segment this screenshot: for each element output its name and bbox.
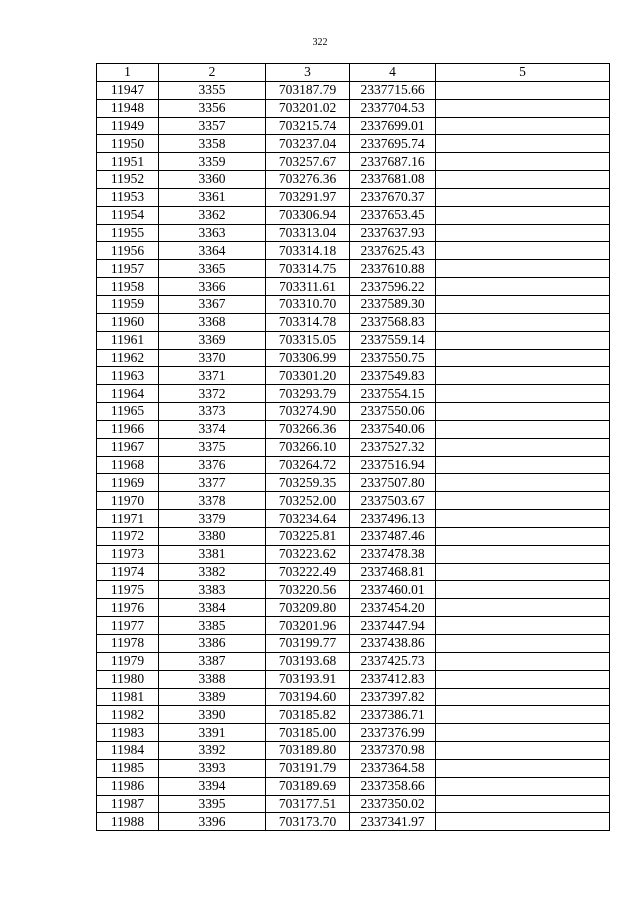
cell-x-coordinate: 703293.79 bbox=[266, 385, 350, 403]
cell-index: 11952 bbox=[97, 171, 159, 189]
table-row bbox=[97, 117, 610, 135]
cell-y-coordinate: 2337496.13 bbox=[350, 510, 436, 528]
cell-y-coordinate: 2337364.58 bbox=[350, 759, 436, 777]
cell-point-number: 3359 bbox=[159, 153, 266, 171]
cell-point-number: 3357 bbox=[159, 117, 266, 135]
cell-x-coordinate: 703237.04 bbox=[266, 135, 350, 153]
table-row bbox=[97, 670, 610, 688]
cell-note bbox=[436, 171, 610, 189]
cell-index: 11954 bbox=[97, 206, 159, 224]
cell-y-coordinate: 2337559.14 bbox=[350, 331, 436, 349]
cell-index: 11970 bbox=[97, 492, 159, 510]
table-row bbox=[97, 652, 610, 670]
cell-note bbox=[436, 260, 610, 278]
cell-note bbox=[436, 474, 610, 492]
cell-point-number: 3355 bbox=[159, 81, 266, 99]
cell-note bbox=[436, 278, 610, 296]
cell-y-coordinate: 2337454.20 bbox=[350, 599, 436, 617]
cell-point-number: 3360 bbox=[159, 171, 266, 189]
cell-note bbox=[436, 188, 610, 206]
cell-index: 11978 bbox=[97, 635, 159, 653]
cell-point-number: 3377 bbox=[159, 474, 266, 492]
cell-point-number: 3364 bbox=[159, 242, 266, 260]
cell-note bbox=[436, 742, 610, 760]
cell-index: 11965 bbox=[97, 403, 159, 421]
cell-index: 11975 bbox=[97, 581, 159, 599]
cell-x-coordinate: 703306.94 bbox=[266, 206, 350, 224]
cell-y-coordinate: 2337610.88 bbox=[350, 260, 436, 278]
cell-y-coordinate: 2337550.06 bbox=[350, 403, 436, 421]
cell-x-coordinate: 703209.80 bbox=[266, 599, 350, 617]
cell-point-number: 3368 bbox=[159, 313, 266, 331]
cell-x-coordinate: 703193.68 bbox=[266, 652, 350, 670]
cell-x-coordinate: 703220.56 bbox=[266, 581, 350, 599]
column-header-1: 1 bbox=[97, 64, 159, 82]
cell-x-coordinate: 703259.35 bbox=[266, 474, 350, 492]
cell-index: 11947 bbox=[97, 81, 159, 99]
cell-point-number: 3371 bbox=[159, 367, 266, 385]
cell-note bbox=[436, 385, 610, 403]
cell-note bbox=[436, 688, 610, 706]
table-row bbox=[97, 99, 610, 117]
cell-x-coordinate: 703189.80 bbox=[266, 742, 350, 760]
cell-point-number: 3387 bbox=[159, 652, 266, 670]
table-row bbox=[97, 795, 610, 813]
cell-point-number: 3367 bbox=[159, 295, 266, 313]
cell-y-coordinate: 2337554.15 bbox=[350, 385, 436, 403]
cell-x-coordinate: 703264.72 bbox=[266, 456, 350, 474]
cell-note bbox=[436, 331, 610, 349]
cell-point-number: 3369 bbox=[159, 331, 266, 349]
cell-point-number: 3381 bbox=[159, 545, 266, 563]
cell-index: 11951 bbox=[97, 153, 159, 171]
cell-index: 11949 bbox=[97, 117, 159, 135]
cell-point-number: 3389 bbox=[159, 688, 266, 706]
cell-point-number: 3394 bbox=[159, 777, 266, 795]
cell-note bbox=[436, 492, 610, 510]
cell-y-coordinate: 2337447.94 bbox=[350, 617, 436, 635]
table-row bbox=[97, 224, 610, 242]
cell-point-number: 3384 bbox=[159, 599, 266, 617]
table-row bbox=[97, 724, 610, 742]
cell-note bbox=[436, 510, 610, 528]
cell-y-coordinate: 2337468.81 bbox=[350, 563, 436, 581]
table-row bbox=[97, 617, 610, 635]
cell-x-coordinate: 703311.61 bbox=[266, 278, 350, 296]
cell-x-coordinate: 703310.70 bbox=[266, 295, 350, 313]
cell-note bbox=[436, 81, 610, 99]
cell-note bbox=[436, 349, 610, 367]
cell-index: 11968 bbox=[97, 456, 159, 474]
cell-y-coordinate: 2337589.30 bbox=[350, 295, 436, 313]
cell-y-coordinate: 2337350.02 bbox=[350, 795, 436, 813]
cell-index: 11985 bbox=[97, 759, 159, 777]
cell-y-coordinate: 2337540.06 bbox=[350, 420, 436, 438]
cell-index: 11981 bbox=[97, 688, 159, 706]
table-row bbox=[97, 706, 610, 724]
table-row bbox=[97, 777, 610, 795]
cell-x-coordinate: 703266.36 bbox=[266, 420, 350, 438]
cell-index: 11953 bbox=[97, 188, 159, 206]
cell-index: 11971 bbox=[97, 510, 159, 528]
table-row bbox=[97, 474, 610, 492]
column-header-4: 4 bbox=[350, 64, 436, 82]
cell-x-coordinate: 703189.69 bbox=[266, 777, 350, 795]
cell-index: 11948 bbox=[97, 99, 159, 117]
table-row bbox=[97, 278, 610, 296]
cell-note bbox=[436, 670, 610, 688]
cell-y-coordinate: 2337653.45 bbox=[350, 206, 436, 224]
cell-x-coordinate: 703173.70 bbox=[266, 813, 350, 831]
cell-index: 11987 bbox=[97, 795, 159, 813]
cell-y-coordinate: 2337460.01 bbox=[350, 581, 436, 599]
cell-note bbox=[436, 117, 610, 135]
cell-x-coordinate: 703191.79 bbox=[266, 759, 350, 777]
table-row bbox=[97, 527, 610, 545]
cell-point-number: 3366 bbox=[159, 278, 266, 296]
table-body bbox=[97, 81, 610, 830]
table-row bbox=[97, 153, 610, 171]
table-row bbox=[97, 385, 610, 403]
cell-x-coordinate: 703274.90 bbox=[266, 403, 350, 421]
cell-x-coordinate: 703257.67 bbox=[266, 153, 350, 171]
cell-y-coordinate: 2337397.82 bbox=[350, 688, 436, 706]
cell-x-coordinate: 703185.82 bbox=[266, 706, 350, 724]
cell-note bbox=[436, 545, 610, 563]
cell-note bbox=[436, 206, 610, 224]
cell-point-number: 3356 bbox=[159, 99, 266, 117]
cell-point-number: 3379 bbox=[159, 510, 266, 528]
cell-y-coordinate: 2337425.73 bbox=[350, 652, 436, 670]
cell-point-number: 3361 bbox=[159, 188, 266, 206]
cell-note bbox=[436, 456, 610, 474]
cell-y-coordinate: 2337687.16 bbox=[350, 153, 436, 171]
cell-point-number: 3362 bbox=[159, 206, 266, 224]
table-row bbox=[97, 742, 610, 760]
table-row bbox=[97, 135, 610, 153]
table-row bbox=[97, 438, 610, 456]
cell-point-number: 3395 bbox=[159, 795, 266, 813]
cell-point-number: 3380 bbox=[159, 527, 266, 545]
cell-y-coordinate: 2337412.83 bbox=[350, 670, 436, 688]
cell-note bbox=[436, 563, 610, 581]
table-row bbox=[97, 510, 610, 528]
cell-note bbox=[436, 367, 610, 385]
table-row bbox=[97, 492, 610, 510]
cell-index: 11958 bbox=[97, 278, 159, 296]
column-header-2: 2 bbox=[159, 64, 266, 82]
cell-x-coordinate: 703313.04 bbox=[266, 224, 350, 242]
cell-note bbox=[436, 724, 610, 742]
cell-index: 11950 bbox=[97, 135, 159, 153]
cell-note bbox=[436, 527, 610, 545]
cell-index: 11983 bbox=[97, 724, 159, 742]
cell-point-number: 3365 bbox=[159, 260, 266, 278]
cell-y-coordinate: 2337503.67 bbox=[350, 492, 436, 510]
cell-y-coordinate: 2337507.80 bbox=[350, 474, 436, 492]
cell-note bbox=[436, 777, 610, 795]
cell-x-coordinate: 703215.74 bbox=[266, 117, 350, 135]
cell-note bbox=[436, 581, 610, 599]
cell-y-coordinate: 2337516.94 bbox=[350, 456, 436, 474]
cell-y-coordinate: 2337549.83 bbox=[350, 367, 436, 385]
header-row bbox=[97, 64, 610, 82]
cell-point-number: 3372 bbox=[159, 385, 266, 403]
table-row bbox=[97, 403, 610, 421]
cell-x-coordinate: 703194.60 bbox=[266, 688, 350, 706]
cell-y-coordinate: 2337715.66 bbox=[350, 81, 436, 99]
column-header-5: 5 bbox=[436, 64, 610, 82]
cell-index: 11969 bbox=[97, 474, 159, 492]
table-row bbox=[97, 545, 610, 563]
cell-y-coordinate: 2337478.38 bbox=[350, 545, 436, 563]
cell-x-coordinate: 703177.51 bbox=[266, 795, 350, 813]
cell-y-coordinate: 2337699.01 bbox=[350, 117, 436, 135]
cell-index: 11960 bbox=[97, 313, 159, 331]
cell-note bbox=[436, 403, 610, 421]
cell-y-coordinate: 2337670.37 bbox=[350, 188, 436, 206]
cell-y-coordinate: 2337358.66 bbox=[350, 777, 436, 795]
page-number: 322 bbox=[312, 37, 328, 48]
cell-x-coordinate: 703301.20 bbox=[266, 367, 350, 385]
cell-y-coordinate: 2337550.75 bbox=[350, 349, 436, 367]
cell-point-number: 3373 bbox=[159, 403, 266, 421]
cell-index: 11963 bbox=[97, 367, 159, 385]
cell-point-number: 3388 bbox=[159, 670, 266, 688]
cell-point-number: 3358 bbox=[159, 135, 266, 153]
cell-point-number: 3390 bbox=[159, 706, 266, 724]
cell-x-coordinate: 703223.62 bbox=[266, 545, 350, 563]
cell-note bbox=[436, 813, 610, 831]
table-row bbox=[97, 295, 610, 313]
cell-point-number: 3374 bbox=[159, 420, 266, 438]
cell-note bbox=[436, 635, 610, 653]
cell-index: 11976 bbox=[97, 599, 159, 617]
cell-note bbox=[436, 795, 610, 813]
cell-x-coordinate: 703314.75 bbox=[266, 260, 350, 278]
cell-note bbox=[436, 420, 610, 438]
table-row bbox=[97, 599, 610, 617]
cell-x-coordinate: 703291.97 bbox=[266, 188, 350, 206]
cell-point-number: 3386 bbox=[159, 635, 266, 653]
table-row bbox=[97, 206, 610, 224]
cell-note bbox=[436, 759, 610, 777]
cell-index: 11959 bbox=[97, 295, 159, 313]
table-row bbox=[97, 563, 610, 581]
cell-point-number: 3382 bbox=[159, 563, 266, 581]
cell-x-coordinate: 703266.10 bbox=[266, 438, 350, 456]
cell-note bbox=[436, 313, 610, 331]
cell-index: 11986 bbox=[97, 777, 159, 795]
cell-y-coordinate: 2337376.99 bbox=[350, 724, 436, 742]
cell-point-number: 3370 bbox=[159, 349, 266, 367]
cell-index: 11972 bbox=[97, 527, 159, 545]
cell-index: 11979 bbox=[97, 652, 159, 670]
cell-point-number: 3393 bbox=[159, 759, 266, 777]
table-row bbox=[97, 171, 610, 189]
cell-x-coordinate: 703306.99 bbox=[266, 349, 350, 367]
cell-point-number: 3383 bbox=[159, 581, 266, 599]
cell-x-coordinate: 703276.36 bbox=[266, 171, 350, 189]
cell-index: 11980 bbox=[97, 670, 159, 688]
cell-x-coordinate: 703234.64 bbox=[266, 510, 350, 528]
cell-y-coordinate: 2337625.43 bbox=[350, 242, 436, 260]
cell-y-coordinate: 2337341.97 bbox=[350, 813, 436, 831]
table-row bbox=[97, 242, 610, 260]
cell-x-coordinate: 703193.91 bbox=[266, 670, 350, 688]
cell-x-coordinate: 703201.02 bbox=[266, 99, 350, 117]
cell-y-coordinate: 2337568.83 bbox=[350, 313, 436, 331]
cell-y-coordinate: 2337681.08 bbox=[350, 171, 436, 189]
cell-x-coordinate: 703199.77 bbox=[266, 635, 350, 653]
cell-note bbox=[436, 242, 610, 260]
cell-index: 11982 bbox=[97, 706, 159, 724]
cell-y-coordinate: 2337637.93 bbox=[350, 224, 436, 242]
cell-x-coordinate: 703201.96 bbox=[266, 617, 350, 635]
cell-note bbox=[436, 617, 610, 635]
cell-index: 11984 bbox=[97, 742, 159, 760]
cell-x-coordinate: 703315.05 bbox=[266, 331, 350, 349]
cell-index: 11973 bbox=[97, 545, 159, 563]
table-row bbox=[97, 331, 610, 349]
cell-note bbox=[436, 99, 610, 117]
cell-note bbox=[436, 706, 610, 724]
table-row bbox=[97, 456, 610, 474]
table-row bbox=[97, 367, 610, 385]
cell-y-coordinate: 2337596.22 bbox=[350, 278, 436, 296]
cell-y-coordinate: 2337527.32 bbox=[350, 438, 436, 456]
cell-point-number: 3396 bbox=[159, 813, 266, 831]
cell-point-number: 3375 bbox=[159, 438, 266, 456]
column-header-3: 3 bbox=[266, 64, 350, 82]
cell-y-coordinate: 2337438.86 bbox=[350, 635, 436, 653]
table-row bbox=[97, 349, 610, 367]
table-row bbox=[97, 260, 610, 278]
cell-y-coordinate: 2337704.53 bbox=[350, 99, 436, 117]
table-row bbox=[97, 420, 610, 438]
table-row bbox=[97, 188, 610, 206]
cell-index: 11961 bbox=[97, 331, 159, 349]
coordinates-table bbox=[96, 63, 610, 831]
table-header bbox=[97, 64, 610, 82]
cell-point-number: 3392 bbox=[159, 742, 266, 760]
cell-y-coordinate: 2337370.98 bbox=[350, 742, 436, 760]
cell-note bbox=[436, 295, 610, 313]
cell-x-coordinate: 703187.79 bbox=[266, 81, 350, 99]
cell-note bbox=[436, 224, 610, 242]
table-row bbox=[97, 81, 610, 99]
cell-index: 11957 bbox=[97, 260, 159, 278]
cell-point-number: 3376 bbox=[159, 456, 266, 474]
cell-note bbox=[436, 599, 610, 617]
cell-x-coordinate: 703185.00 bbox=[266, 724, 350, 742]
cell-y-coordinate: 2337487.46 bbox=[350, 527, 436, 545]
table-row bbox=[97, 759, 610, 777]
cell-index: 11962 bbox=[97, 349, 159, 367]
table-row bbox=[97, 635, 610, 653]
cell-y-coordinate: 2337386.71 bbox=[350, 706, 436, 724]
cell-x-coordinate: 703314.78 bbox=[266, 313, 350, 331]
table-row bbox=[97, 581, 610, 599]
cell-index: 11964 bbox=[97, 385, 159, 403]
cell-x-coordinate: 703314.18 bbox=[266, 242, 350, 260]
cell-index: 11966 bbox=[97, 420, 159, 438]
cell-note bbox=[436, 652, 610, 670]
cell-note bbox=[436, 153, 610, 171]
cell-index: 11988 bbox=[97, 813, 159, 831]
table-row bbox=[97, 313, 610, 331]
cell-x-coordinate: 703222.49 bbox=[266, 563, 350, 581]
cell-index: 11977 bbox=[97, 617, 159, 635]
cell-point-number: 3363 bbox=[159, 224, 266, 242]
cell-x-coordinate: 703252.00 bbox=[266, 492, 350, 510]
cell-point-number: 3391 bbox=[159, 724, 266, 742]
cell-point-number: 3385 bbox=[159, 617, 266, 635]
cell-y-coordinate: 2337695.74 bbox=[350, 135, 436, 153]
cell-index: 11956 bbox=[97, 242, 159, 260]
cell-x-coordinate: 703225.81 bbox=[266, 527, 350, 545]
cell-index: 11967 bbox=[97, 438, 159, 456]
cell-note bbox=[436, 438, 610, 456]
cell-index: 11955 bbox=[97, 224, 159, 242]
cell-index: 11974 bbox=[97, 563, 159, 581]
table-row bbox=[97, 688, 610, 706]
table-row bbox=[97, 813, 610, 831]
cell-point-number: 3378 bbox=[159, 492, 266, 510]
cell-note bbox=[436, 135, 610, 153]
